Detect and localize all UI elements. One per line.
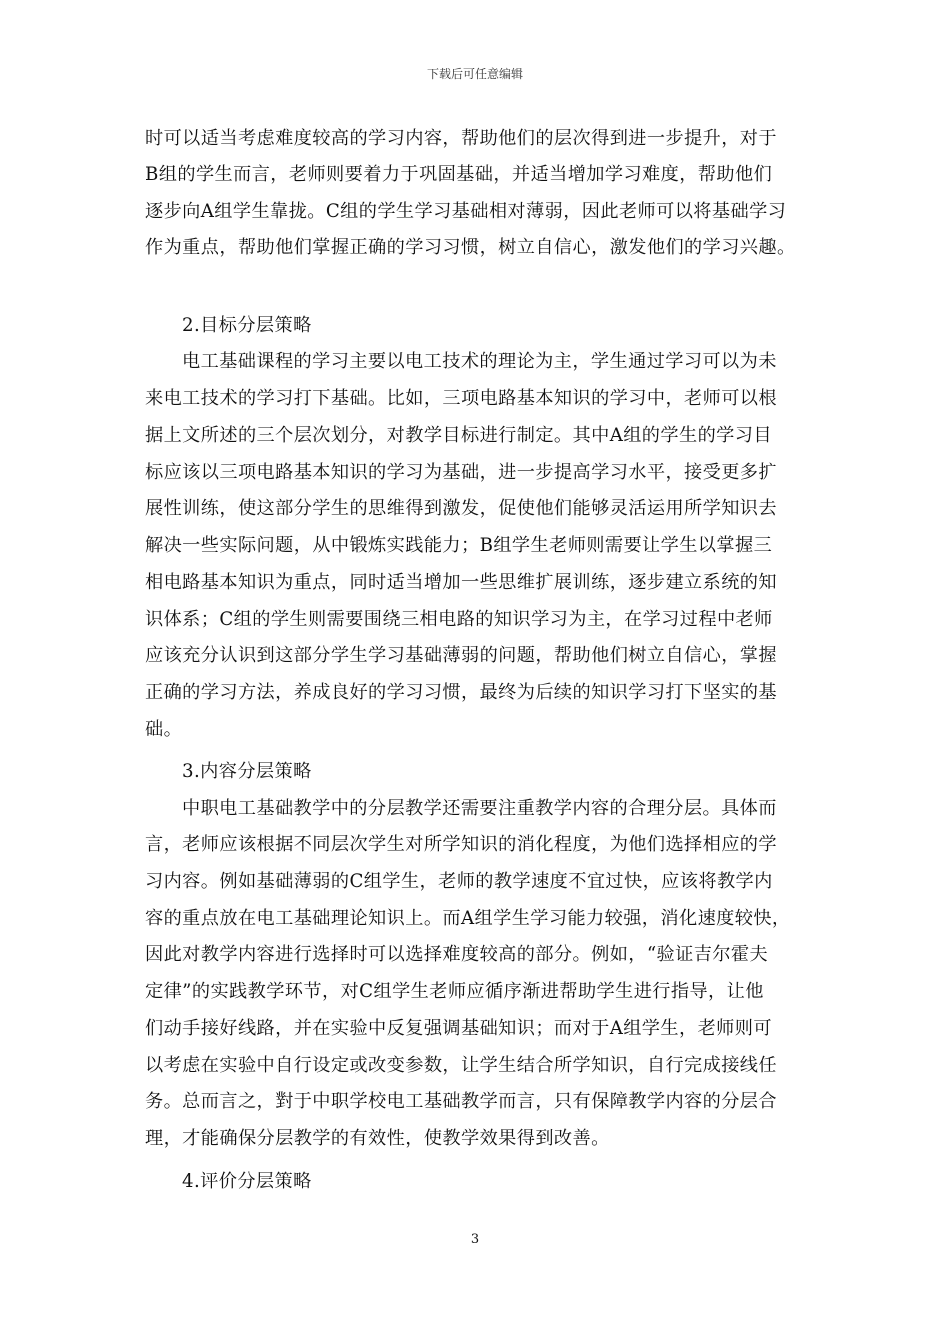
- section-heading-goal-layering: 2.目标分层策略: [182, 315, 312, 336]
- body-line: 展性训练，使这部分学生的思维得到激发，促使他们能够灵活运用所学知识去: [145, 498, 777, 519]
- page-number: 3: [470, 1232, 480, 1247]
- body-line: 时可以适当考虑难度较高的学习内容，帮助他们的层次得到进一步提升，对于: [145, 128, 777, 149]
- section-heading-content-layering: 3.内容分层策略: [182, 761, 312, 782]
- body-line: 定律”的实践教学环节，对C组学生老师应循序渐进帮助学生进行指导，让他: [145, 981, 764, 1002]
- body-line: 相电路基本知识为重点，同时适当增加一些思维扩展训练，逐步建立系统的知: [145, 572, 777, 593]
- body-line: B组的学生而言，老师则要着力于巩固基础，并适当增加学习难度，帮助他们: [145, 164, 773, 185]
- body-line: 因此对教学内容进行选择时可以选择难度较高的部分。例如，“验证吉尔霍夫: [145, 944, 769, 965]
- body-line: 来电工技术的学习打下基础。比如，三项电路基本知识的学习中，老师可以根: [145, 388, 777, 409]
- body-line: 习内容。例如基础薄弱的C组学生，老师的教学速度不宜过快，应该将教学内: [145, 871, 773, 892]
- section-heading-evaluation-layering: 4.评价分层策略: [182, 1171, 312, 1192]
- body-line: 础。: [145, 719, 183, 740]
- body-line: 言，老师应该根据不同层次学生对所学知识的消化程度，为他们选择相应的学: [145, 834, 777, 855]
- body-line: 理，才能确保分层教学的有效性，使教学效果得到改善。: [145, 1128, 610, 1149]
- body-line: 们动手接好线路，并在实验中反复强调基础知识；而对于A组学生，老师则可: [145, 1018, 772, 1039]
- body-line: 作为重点，帮助他们掌握正确的学习习惯，树立自信心，激发他们的学习兴趣。: [145, 237, 796, 258]
- body-line: 中职电工基础教学中的分层教学还需要注重教学内容的合理分层。具体而: [182, 798, 777, 819]
- body-line: 电工基础课程的学习主要以电工技术的理论为主，学生通过学习可以为未: [182, 351, 777, 372]
- body-line: 识体系；C组的学生则需要围绕三相电路的知识学习为主，在学习过程中老师: [145, 609, 773, 630]
- body-line: 务。总而言之，對于中职学校电工基础教学而言，只有保障教学内容的分层合: [145, 1091, 777, 1112]
- page-header: 下载后可任意编辑: [426, 67, 523, 81]
- body-line: 标应该以三项电路基本知识的学习为基础，进一步提高学习水平，接受更多扩: [145, 462, 777, 483]
- body-line: 据上文所述的三个层次划分，对教学目标进行制定。其中A组的学生的学习目: [145, 425, 772, 446]
- body-line: 逐步向A组学生靠拢。C组的学生学习基础相对薄弱，因此老师可以将基础学习: [145, 201, 787, 222]
- body-line: 以考虑在实验中自行设定或改变参数，让学生结合所学知识，自行完成接线任: [145, 1055, 777, 1076]
- body-line: 容的重点放在电工基础理论知识上。而A组学生学习能力较强，消化速度较快，: [145, 908, 791, 929]
- body-line: 解决一些实际问题，从中锻炼实践能力；B组学生老师则需要让学生以掌握三: [145, 535, 773, 556]
- body-line: 正确的学习方法，养成良好的学习习惯，最终为后续的知识学习打下坚实的基: [145, 682, 777, 703]
- body-line: 应该充分认识到这部分学生学习基础薄弱的问题，帮助他们树立自信心，掌握: [145, 645, 777, 666]
